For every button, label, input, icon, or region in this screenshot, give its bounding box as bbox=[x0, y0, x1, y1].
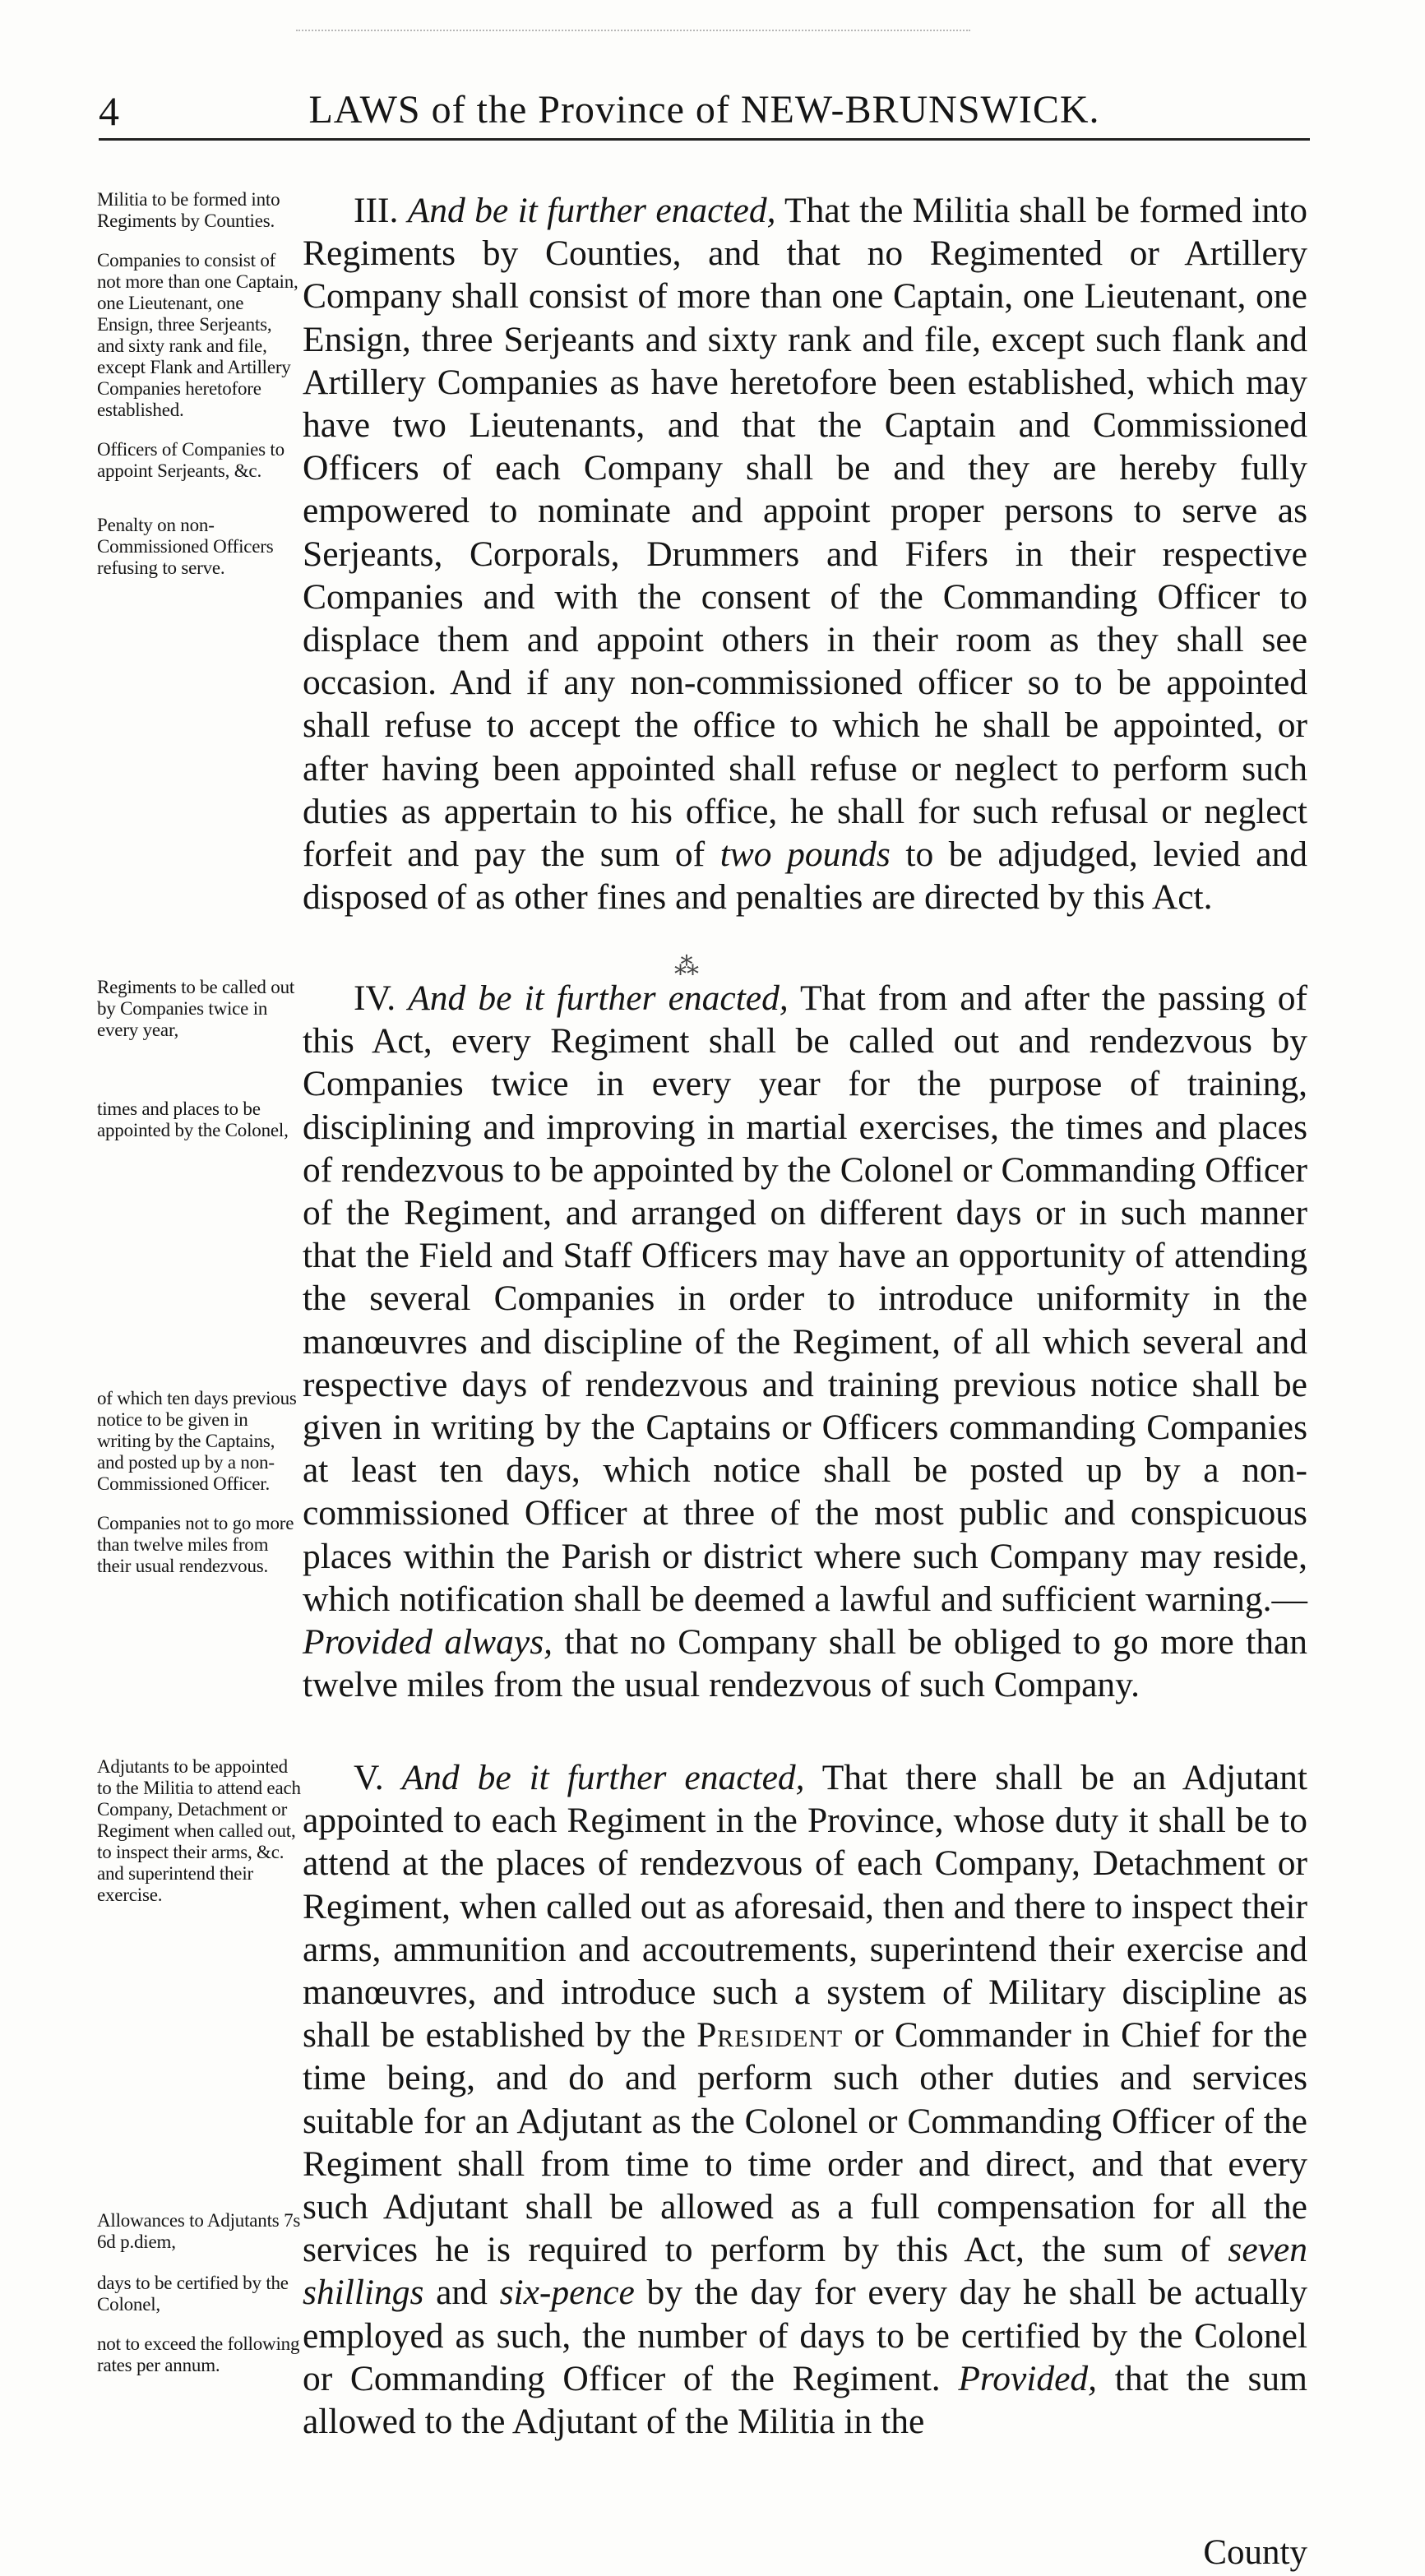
text-run: That the Militia shall be formed into Regiments by Counties, and that no Regimented or Artillery Company shall consist of more than one Captain, one Lieutenant, one Ensign, three Serjeants and sixty rank and file, except such flank and Artillery Companies as have heretofore been established, which may have two Lieutenants, and that the Captain and Commissioned Officers of each Company shall be and they are hereby fully empowered to nominate and appoint proper persons to serve as Serjeants, Corporals, Drummers and Fifers in their respective Companies and with the consent of the Commanding Officer to displace them and appoint others in their room as they shall see occasion. And if any non-commissioned officer so to be appointed shall refuse to accept the office to which he shall be appointed, or after having been appointed shall refuse or neglect to perform such duties as appertain to his office, he shall for such refusal or neglect forfeit and pay the sum of bbox=[303, 191, 1308, 875]
margin-note: Companies to consist of not more than one Captain, one Lieutenant, one Ensign, three Serjeants, and sixty rank and file, except Flank and Artillery Companies heretofore established. bbox=[97, 250, 298, 420]
italic-run: Provided always, bbox=[303, 1622, 553, 1663]
margin-note: Allowances to Adjutants 7s 6d p.diem, bbox=[97, 2210, 301, 2252]
margin-note: days to be certified by the Colonel, bbox=[97, 2273, 289, 2315]
text-run: That from and after the passing of this Act, every Regiment shall be called out and rendezvous by Companies twice in every year for the purpose of training, disciplining and improving in martial exercises, the times and places of rendezvous to be appointed by the Colonel or Commanding Officer of the Regiment, and arranged on different days or in such manner that the Field and Staff Officers may have an opportunity of attending the several Companies in order to introduce uniformity in the manœuvres and discipline of the Regiment, of all which several and respective days of rendezvous and training previous notice shall be given in writing by the Captains or Officers commanding Companies at least ten days, which notice shall be posted up by a non-commissioned Officer at three of the most public and conspicuous places within the Parish or district where such Company may reside, which notification shall be deemed a lawful and sufficient warning.— bbox=[303, 978, 1307, 1619]
margin-note: times and places to be appointed by the Colonel, bbox=[97, 1098, 289, 1140]
small-caps-run: President bbox=[696, 2015, 844, 2056]
section-numeral: III. bbox=[354, 191, 399, 230]
margin-notes-iv bbox=[97, 977, 301, 1595]
margin-note: Regiments to be called out by Companies twice in every year, bbox=[97, 977, 295, 1040]
catchword: County bbox=[1203, 2533, 1307, 2572]
running-head bbox=[99, 72, 1310, 141]
italic-run: Provided, bbox=[958, 2358, 1098, 2398]
margin-note: of which ten days previous notice to be given in writing by the Captains, and posted up by a non-Commissioned Officer. bbox=[97, 1388, 297, 1494]
enacting-clause: And be it further enacted, bbox=[401, 1758, 805, 1797]
margin-note: not to exceed the following rates per annum. bbox=[97, 2333, 300, 2375]
ornament: ⁂ bbox=[674, 953, 699, 980]
margin-notes-iii bbox=[97, 189, 301, 597]
running-title: LAWS of the Province of NEW-BRUNSWICK. bbox=[308, 88, 1100, 132]
text-run: by the day for every day he shall be actually employed as such, the number of days to be certified by the Colonel or Commanding Officer of the Regiment. bbox=[303, 2273, 1308, 2398]
text-run: That there shall be an Adjutant appointed to each Regiment in the Province, whose duty it shall be to attend at the places of rendezvous of each Company, Detachment or Regiment, when called out as aforesaid, then and there to inspect their arms, ammunition and accoutrements, superintend their exercise and manœuvres, and introduce such a system of Military discipline as shall be established by the bbox=[303, 1758, 1308, 2056]
section-iii-text bbox=[303, 189, 1307, 918]
section-v-text bbox=[303, 1756, 1307, 2443]
italic-run: seven shillings bbox=[303, 2230, 1307, 2313]
margin-note: Adjutants to be appointed to the Militia to attend each Company, Detachment or Regiment when called out, to inspect their arms, &c. and superintend their exercise. bbox=[97, 1756, 301, 1905]
italic-run: two pounds bbox=[719, 835, 891, 875]
italic-run: six-pence bbox=[499, 2273, 635, 2313]
text-run: that the sum allowed to the Adjutant of the Militia in the bbox=[303, 2358, 1308, 2442]
page-number: 4 bbox=[99, 88, 119, 134]
margin-note: Militia to be formed into Regiments by Counties. bbox=[97, 189, 280, 231]
text-run: or Commander in Chief for the time being, and do and perform such other duties and services suitable for an Adjutant as the Colonel or Commanding Officer of the Regiment shall from time to time order and direct, and that every such Adjutant shall be allowed as a full compensation for all the services he is required to perform by this Act, the sum of bbox=[303, 2015, 1307, 2270]
section-numeral: V. bbox=[354, 1758, 384, 1797]
section-numeral: IV. bbox=[354, 978, 396, 1018]
enacting-clause: And be it further enacted, bbox=[407, 191, 776, 230]
print-specks bbox=[296, 30, 970, 48]
section-iv-text bbox=[303, 977, 1307, 1706]
margin-note: Companies not to go more than twelve miles from their usual rendezvous. bbox=[97, 1513, 294, 1576]
text-run: to be adjudged, levied and disposed of as other fines and penalties are directed by this Act. bbox=[303, 835, 1308, 918]
text-run: and bbox=[436, 2273, 488, 2313]
text-run: that no Company shall be obliged to go more than twelve miles from the usual rendezvous of such Company. bbox=[303, 1622, 1308, 1705]
margin-note: Penalty on non-Commissioned Officers refusing to serve. bbox=[97, 515, 274, 578]
margin-notes-v bbox=[97, 1756, 301, 2394]
margin-note: Officers of Companies to appoint Serjeants, &c. bbox=[97, 439, 285, 481]
enacting-clause: And be it further enacted, bbox=[408, 978, 789, 1018]
